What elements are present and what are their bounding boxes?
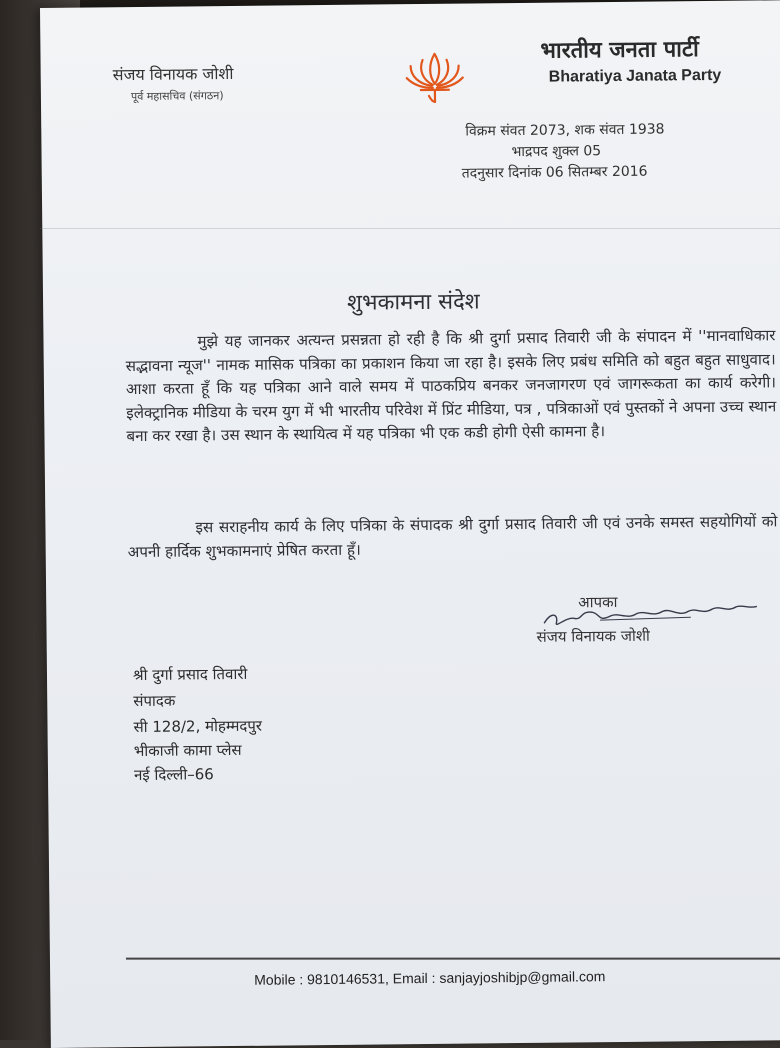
date-line-gregorian: तदनुसार दिनांक 06 सितम्बर 2016 (461, 163, 648, 182)
paper-fold-line (40, 228, 780, 229)
party-name-english: Bharatiya Janata Party (548, 66, 722, 86)
date-line-vikram-samvat: विक्रम संवत 2073, शक संवत 1938 (465, 121, 665, 140)
body-paragraph-2: इस सराहनीय कार्य के लिए पत्रिका के संपादक श्री दुर्गा प्रसाद तिवारी जी एवं उनके समस्त सहयोगियों को अपनी हार्दिक शुभकामनाएं प्रेषित करता हूँ। (127, 512, 778, 561)
letter-title: शुभकामना संदेश (346, 289, 480, 316)
sender-designation: पूर्व महासचिव (संगठन) (130, 89, 224, 104)
valediction: आपका (578, 592, 618, 612)
lotus-icon (402, 48, 467, 107)
recipient-name: श्री दुर्गा प्रसाद तिवारी (132, 664, 248, 685)
recipient-address-line-2: भीकाजी कामा प्लेस (133, 740, 242, 761)
letter-sheet (40, 0, 780, 1048)
footer-contact: Mobile : 9810146531, Email : sanjayjoshibjp@gmail.com (254, 968, 606, 988)
date-line-bhadrapad: भाद्रपद शुक्ल 05 (511, 143, 602, 161)
signer-name: संजय विनायक जोशी (536, 626, 650, 646)
sender-name: संजय विनायक जोशी (112, 63, 234, 85)
recipient-designation: संपादक (133, 691, 176, 711)
footer-divider (126, 958, 780, 960)
body-paragraph-1: मुझे यह जानकर अत्यन्त प्रसन्नता हो रही है कि श्री दुर्गा प्रसाद तिवारी जी के संपादन में ''मानवाधिकार सद्भावना न्यूज'' नामक मासिक पत्रिका का प्रकाशन किया जा रहा है। इसके लिए प्रबंध समिति को बहुत बहुत साधुवाद। आशा करता हूँ कि यह पत्रिका आने वाले समय में पाठकप्रिय बनकर जनजागरण एवं जागरूकता का कार्य करेगी। इलेक्ट्रानिक मीडिया के चरम युग में भी भारतीय परिवेश में प्रिंट मीडिया, पत्र , पत्रिकाओं एवं पुस्तकों ने अपना उच्च स्थान बना कर रखा है। उस स्थान के स्थायित्व में यह पत्रिका भी एक कडी होगी ऐसी कामना है। (125, 326, 777, 446)
party-name-hindi: भारतीय जनता पार्टी (540, 37, 699, 64)
recipient-address-line-3: नई दिल्ली–66 (133, 765, 214, 785)
recipient-address-line-1: सी 128/2, मोहम्मदपुर (133, 716, 263, 737)
